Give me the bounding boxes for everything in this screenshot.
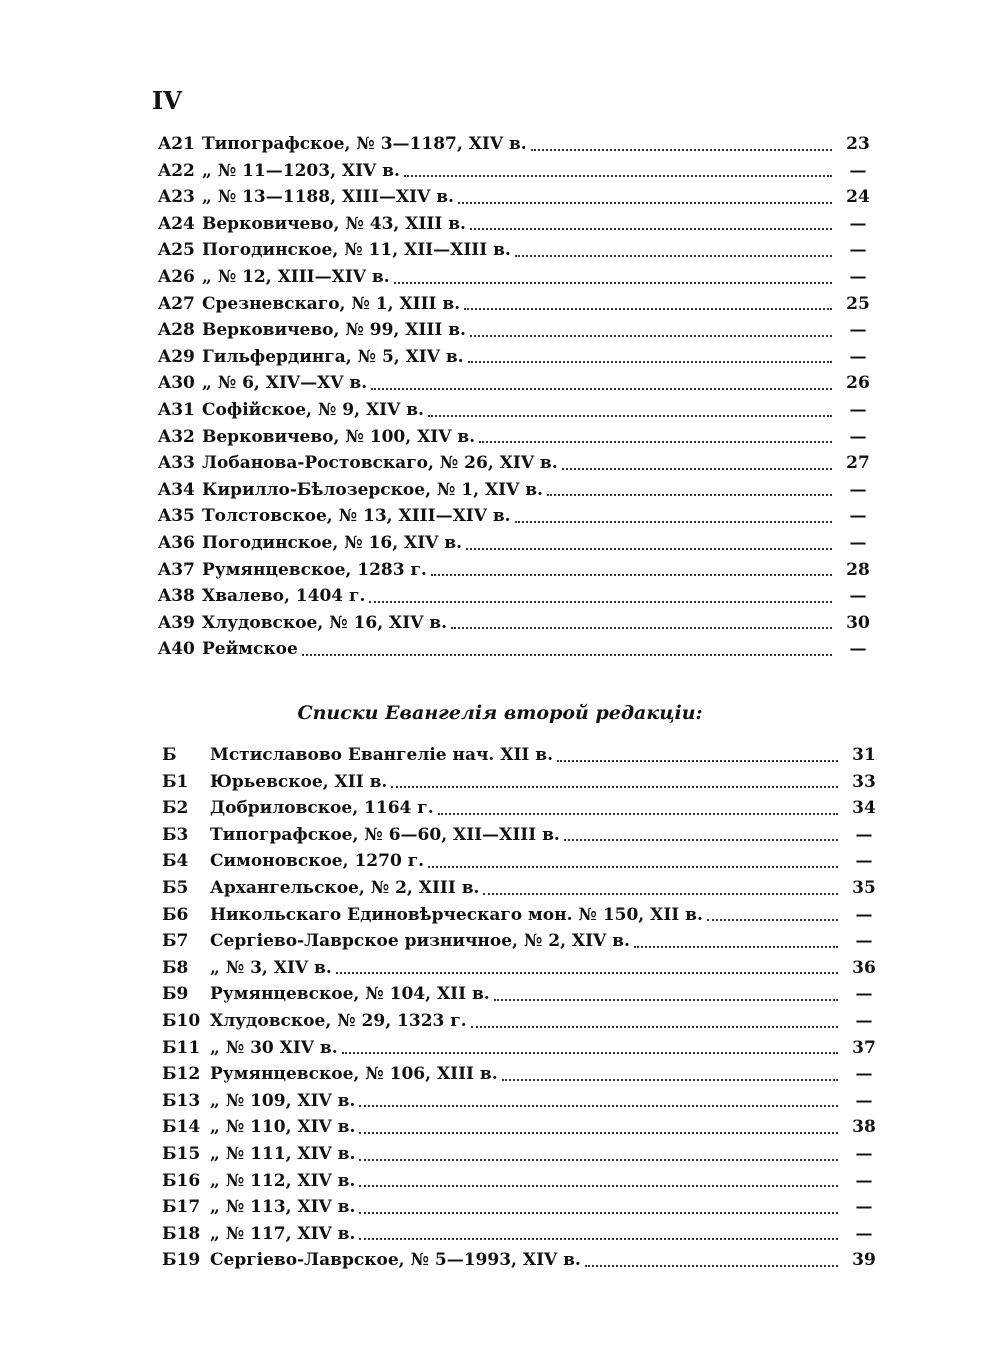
entry-code: A35 xyxy=(158,506,195,527)
entry-title: „ № 30 XIV в. xyxy=(210,1037,338,1058)
entry-code: A31 xyxy=(158,400,195,420)
entry-title: Погодинское, № 11, XII—XIII в. xyxy=(202,240,511,261)
entry-code: Б18 xyxy=(162,1223,201,1244)
entry-page: — xyxy=(855,824,873,845)
entry-code: Б9 xyxy=(162,984,189,1005)
dot-leader xyxy=(451,626,832,629)
entry-code: Б1 xyxy=(162,771,189,792)
entry-page: — xyxy=(855,1144,873,1164)
dot-leader xyxy=(359,1184,838,1187)
entry-title: Добриловское, 1164 г. xyxy=(210,798,434,819)
dot-leader xyxy=(479,440,832,443)
dot-leader xyxy=(564,838,838,841)
entry-code: A27 xyxy=(158,293,195,314)
dot-leader xyxy=(707,918,838,921)
dot-leader xyxy=(302,653,832,656)
entry-page: — xyxy=(855,1170,873,1191)
entry-title: Симоновское, 1270 г. xyxy=(210,851,425,872)
entry-code: A37 xyxy=(158,559,195,580)
list-item xyxy=(158,211,878,237)
list-item xyxy=(158,158,878,184)
entry-page: — xyxy=(849,213,867,234)
list-item xyxy=(162,769,884,795)
list-item xyxy=(162,928,884,954)
entry-page: 27 xyxy=(846,453,870,474)
list-item xyxy=(162,742,884,768)
entry-page: — xyxy=(849,267,867,287)
entry-title: Сергіево-Лаврское, № 5—1993, XIV в. xyxy=(210,1250,581,1271)
entry-page: — xyxy=(855,1223,873,1244)
list-item xyxy=(158,344,878,370)
dot-leader xyxy=(438,812,838,815)
list-item xyxy=(158,291,878,317)
dot-leader xyxy=(562,467,832,470)
entry-page: 28 xyxy=(846,559,870,580)
dot-leader xyxy=(547,493,832,496)
entry-title: Верковичево, № 43, XIII в. xyxy=(202,213,466,234)
entry-code: Б5 xyxy=(162,878,189,898)
page-number: IV xyxy=(152,86,182,115)
list-item xyxy=(158,184,878,210)
entry-page: — xyxy=(855,1197,873,1218)
entry-page: — xyxy=(855,1064,873,1085)
list-item xyxy=(158,264,878,290)
entry-page: 37 xyxy=(852,1037,876,1058)
entry-title: Лобанова-Ростовскаго, № 26, XIV в. xyxy=(202,453,558,474)
dot-leader xyxy=(431,573,832,576)
entry-title: Погодинское, № 16, XIV в. xyxy=(202,533,463,553)
entry-title: Юрьевское, XII в. xyxy=(210,771,388,792)
entry-title: „ № 6, XIV—XV в. xyxy=(202,373,368,394)
entry-page: 23 xyxy=(846,134,870,154)
entry-page: 38 xyxy=(852,1117,876,1138)
entry-code: Б11 xyxy=(162,1037,201,1058)
dot-leader xyxy=(359,1131,838,1134)
entry-title: Румянцевское, 1283 г. xyxy=(202,559,427,580)
list-item xyxy=(158,237,878,263)
entry-code: Б2 xyxy=(162,798,189,819)
entry-page: — xyxy=(849,160,867,181)
entry-page: — xyxy=(849,240,867,261)
entry-page: — xyxy=(849,533,867,553)
dot-leader xyxy=(336,971,838,974)
entry-title: Типографское, № 3—1187, XIV в. xyxy=(202,134,527,154)
dot-leader xyxy=(371,387,832,390)
dot-leader xyxy=(359,1237,838,1240)
list-item xyxy=(162,822,884,848)
list-item xyxy=(162,1168,884,1194)
entry-title: Хлудовское, № 16, XIV в. xyxy=(202,612,448,633)
list-item xyxy=(162,795,884,821)
entry-title: „ № 12, XIII—XIV в. xyxy=(202,267,390,287)
entry-page: 26 xyxy=(846,373,870,394)
entry-code: A34 xyxy=(158,479,195,500)
entry-title: „ № 109, XIV в. xyxy=(210,1090,356,1111)
list-item xyxy=(162,1035,884,1061)
list-item xyxy=(158,530,878,556)
entry-code: A39 xyxy=(158,612,195,633)
entry-title: „ № 117, XIV в. xyxy=(210,1223,356,1244)
entry-page: — xyxy=(849,346,867,367)
entry-code: Б4 xyxy=(162,851,189,872)
entry-title: Срезневскаго, № 1, XIII в. xyxy=(202,293,461,314)
entry-code: Б12 xyxy=(162,1064,201,1085)
dot-leader xyxy=(470,334,832,337)
entry-page: — xyxy=(855,984,873,1005)
entry-code: Б xyxy=(162,745,177,765)
list-item xyxy=(158,557,878,583)
dot-leader xyxy=(585,1264,838,1267)
list-item xyxy=(158,370,878,396)
entry-page: — xyxy=(855,1011,873,1031)
entry-title: „ № 11—1203, XIV в. xyxy=(202,160,400,181)
entry-title: Архангельское, № 2, XIII в. xyxy=(210,878,480,898)
entry-code: A25 xyxy=(158,240,195,261)
list-item xyxy=(158,477,878,503)
entry-code: A32 xyxy=(158,426,195,447)
list-item xyxy=(162,1194,884,1220)
entry-code: Б8 xyxy=(162,957,189,978)
entry-code: Б15 xyxy=(162,1144,201,1164)
entry-title: „ № 113, XIV в. xyxy=(210,1197,356,1218)
entry-title: Типографское, № 6—60, XII—XIII в. xyxy=(210,824,560,845)
entry-code: A26 xyxy=(158,267,195,287)
entry-page: — xyxy=(849,320,867,341)
dot-leader xyxy=(515,254,832,257)
entry-code: A28 xyxy=(158,320,195,341)
entry-code: A40 xyxy=(158,639,195,660)
dot-leader xyxy=(515,520,832,523)
entry-page: — xyxy=(855,851,873,872)
entry-code: A24 xyxy=(158,213,195,234)
entry-title: Хлудовское, № 29, 1323 г. xyxy=(210,1011,467,1031)
entry-title: Толстовское, № 13, XIII—XIV в. xyxy=(202,506,511,527)
dot-leader xyxy=(557,759,838,762)
entry-code: Б10 xyxy=(162,1011,201,1031)
dot-leader xyxy=(342,1051,838,1054)
entry-title: Хвалево, 1404 г. xyxy=(202,586,366,607)
entry-page: — xyxy=(849,426,867,447)
entry-code: A38 xyxy=(158,586,195,607)
entry-page: — xyxy=(849,586,867,607)
entry-title: Реймское xyxy=(202,639,298,660)
list-item xyxy=(158,636,878,662)
dot-leader xyxy=(471,1025,838,1028)
list-item xyxy=(158,397,878,423)
entry-page: — xyxy=(855,904,873,925)
dot-leader xyxy=(359,1158,838,1161)
dot-leader xyxy=(394,281,832,284)
list-item xyxy=(162,848,884,874)
entry-code: Б16 xyxy=(162,1170,201,1191)
entry-code: A30 xyxy=(158,373,195,394)
dot-leader xyxy=(359,1211,838,1214)
dot-leader xyxy=(391,785,838,788)
entry-page: 30 xyxy=(846,612,870,633)
entry-code: Б7 xyxy=(162,931,189,952)
entry-page: 33 xyxy=(852,771,876,792)
entry-title: „ № 111, XIV в. xyxy=(210,1144,356,1164)
list-item xyxy=(162,1114,884,1140)
dot-leader xyxy=(502,1078,838,1081)
list-item xyxy=(162,1008,884,1034)
list-item xyxy=(162,1061,884,1087)
entry-title: Румянцевское, № 104, XII в. xyxy=(210,984,490,1005)
list-item xyxy=(162,1141,884,1167)
list-item xyxy=(158,424,878,450)
entry-page: 31 xyxy=(852,745,876,765)
entry-page: 35 xyxy=(852,878,876,898)
dot-leader xyxy=(494,998,838,1001)
dot-leader xyxy=(464,307,832,310)
dot-leader xyxy=(369,600,832,603)
list-item xyxy=(162,1088,884,1114)
entry-title: Гильфердинга, № 5, XIV в. xyxy=(202,346,464,367)
entry-code: Б19 xyxy=(162,1250,201,1271)
list-item xyxy=(162,1247,884,1273)
entry-page: — xyxy=(855,931,873,952)
entry-title: Верковичево, № 99, XIII в. xyxy=(202,320,466,341)
entry-page: 25 xyxy=(846,293,870,314)
section-b-heading: Списки Евангелія второй редакціи: xyxy=(297,702,703,724)
dot-leader xyxy=(428,865,838,868)
entry-title: Верковичево, № 100, XIV в. xyxy=(202,426,476,447)
entry-page: 36 xyxy=(852,957,876,978)
entry-code: Б6 xyxy=(162,904,189,925)
dot-leader xyxy=(458,201,832,204)
list-item xyxy=(162,1221,884,1247)
entry-title: „ № 110, XIV в. xyxy=(210,1117,356,1138)
dot-leader xyxy=(470,227,832,230)
entry-code: Б14 xyxy=(162,1117,201,1138)
entry-page: 24 xyxy=(846,187,870,208)
entry-code: A22 xyxy=(158,160,195,181)
entry-code: A33 xyxy=(158,453,195,474)
entry-code: Б13 xyxy=(162,1090,201,1111)
entry-page: 39 xyxy=(852,1250,876,1271)
entry-title: Мстиславово Евангеліе нач. XII в. xyxy=(210,745,554,765)
entry-code: Б17 xyxy=(162,1197,201,1218)
entry-page: 34 xyxy=(852,798,876,819)
dot-leader xyxy=(634,945,838,948)
entry-title: „ № 112, XIV в. xyxy=(210,1170,356,1191)
dot-leader xyxy=(404,174,832,177)
dot-leader xyxy=(428,414,832,417)
list-item xyxy=(158,317,878,343)
list-item xyxy=(158,131,878,157)
entry-title: Сергіево-Лаврское ризничное, № 2, XIV в. xyxy=(210,931,630,952)
entry-code: A36 xyxy=(158,533,195,553)
list-item xyxy=(158,610,878,636)
list-item xyxy=(162,981,884,1007)
entry-page: — xyxy=(849,400,867,420)
dot-leader xyxy=(359,1104,838,1107)
entry-title: Румянцевское, № 106, XIII в. xyxy=(210,1064,498,1085)
entry-title: „ № 13—1188, XIII—XIV в. xyxy=(202,187,454,208)
dot-leader xyxy=(531,148,832,151)
entry-page: — xyxy=(849,479,867,500)
dot-leader xyxy=(466,547,832,550)
dot-leader xyxy=(483,892,838,895)
list-item xyxy=(158,503,878,529)
list-item xyxy=(162,875,884,901)
dot-leader xyxy=(468,360,832,363)
entry-title: Софійское, № 9, XIV в. xyxy=(202,400,424,420)
entry-code: Б3 xyxy=(162,824,189,845)
entry-page: — xyxy=(849,639,867,660)
entry-title: Кирилло-Бѣлозерское, № 1, XIV в. xyxy=(202,479,543,500)
list-item xyxy=(158,583,878,609)
entry-page: — xyxy=(855,1090,873,1111)
entry-code: A23 xyxy=(158,187,195,208)
entry-title: „ № 3, XIV в. xyxy=(210,957,332,978)
list-item xyxy=(158,450,878,476)
entry-code: A21 xyxy=(158,134,195,154)
entry-page: — xyxy=(849,506,867,527)
list-item xyxy=(162,955,884,981)
list-item xyxy=(162,902,884,928)
entry-code: A29 xyxy=(158,346,195,367)
entry-title: Никольскаго Единовѣрческаго мон. № 150, XII в. xyxy=(210,904,703,925)
